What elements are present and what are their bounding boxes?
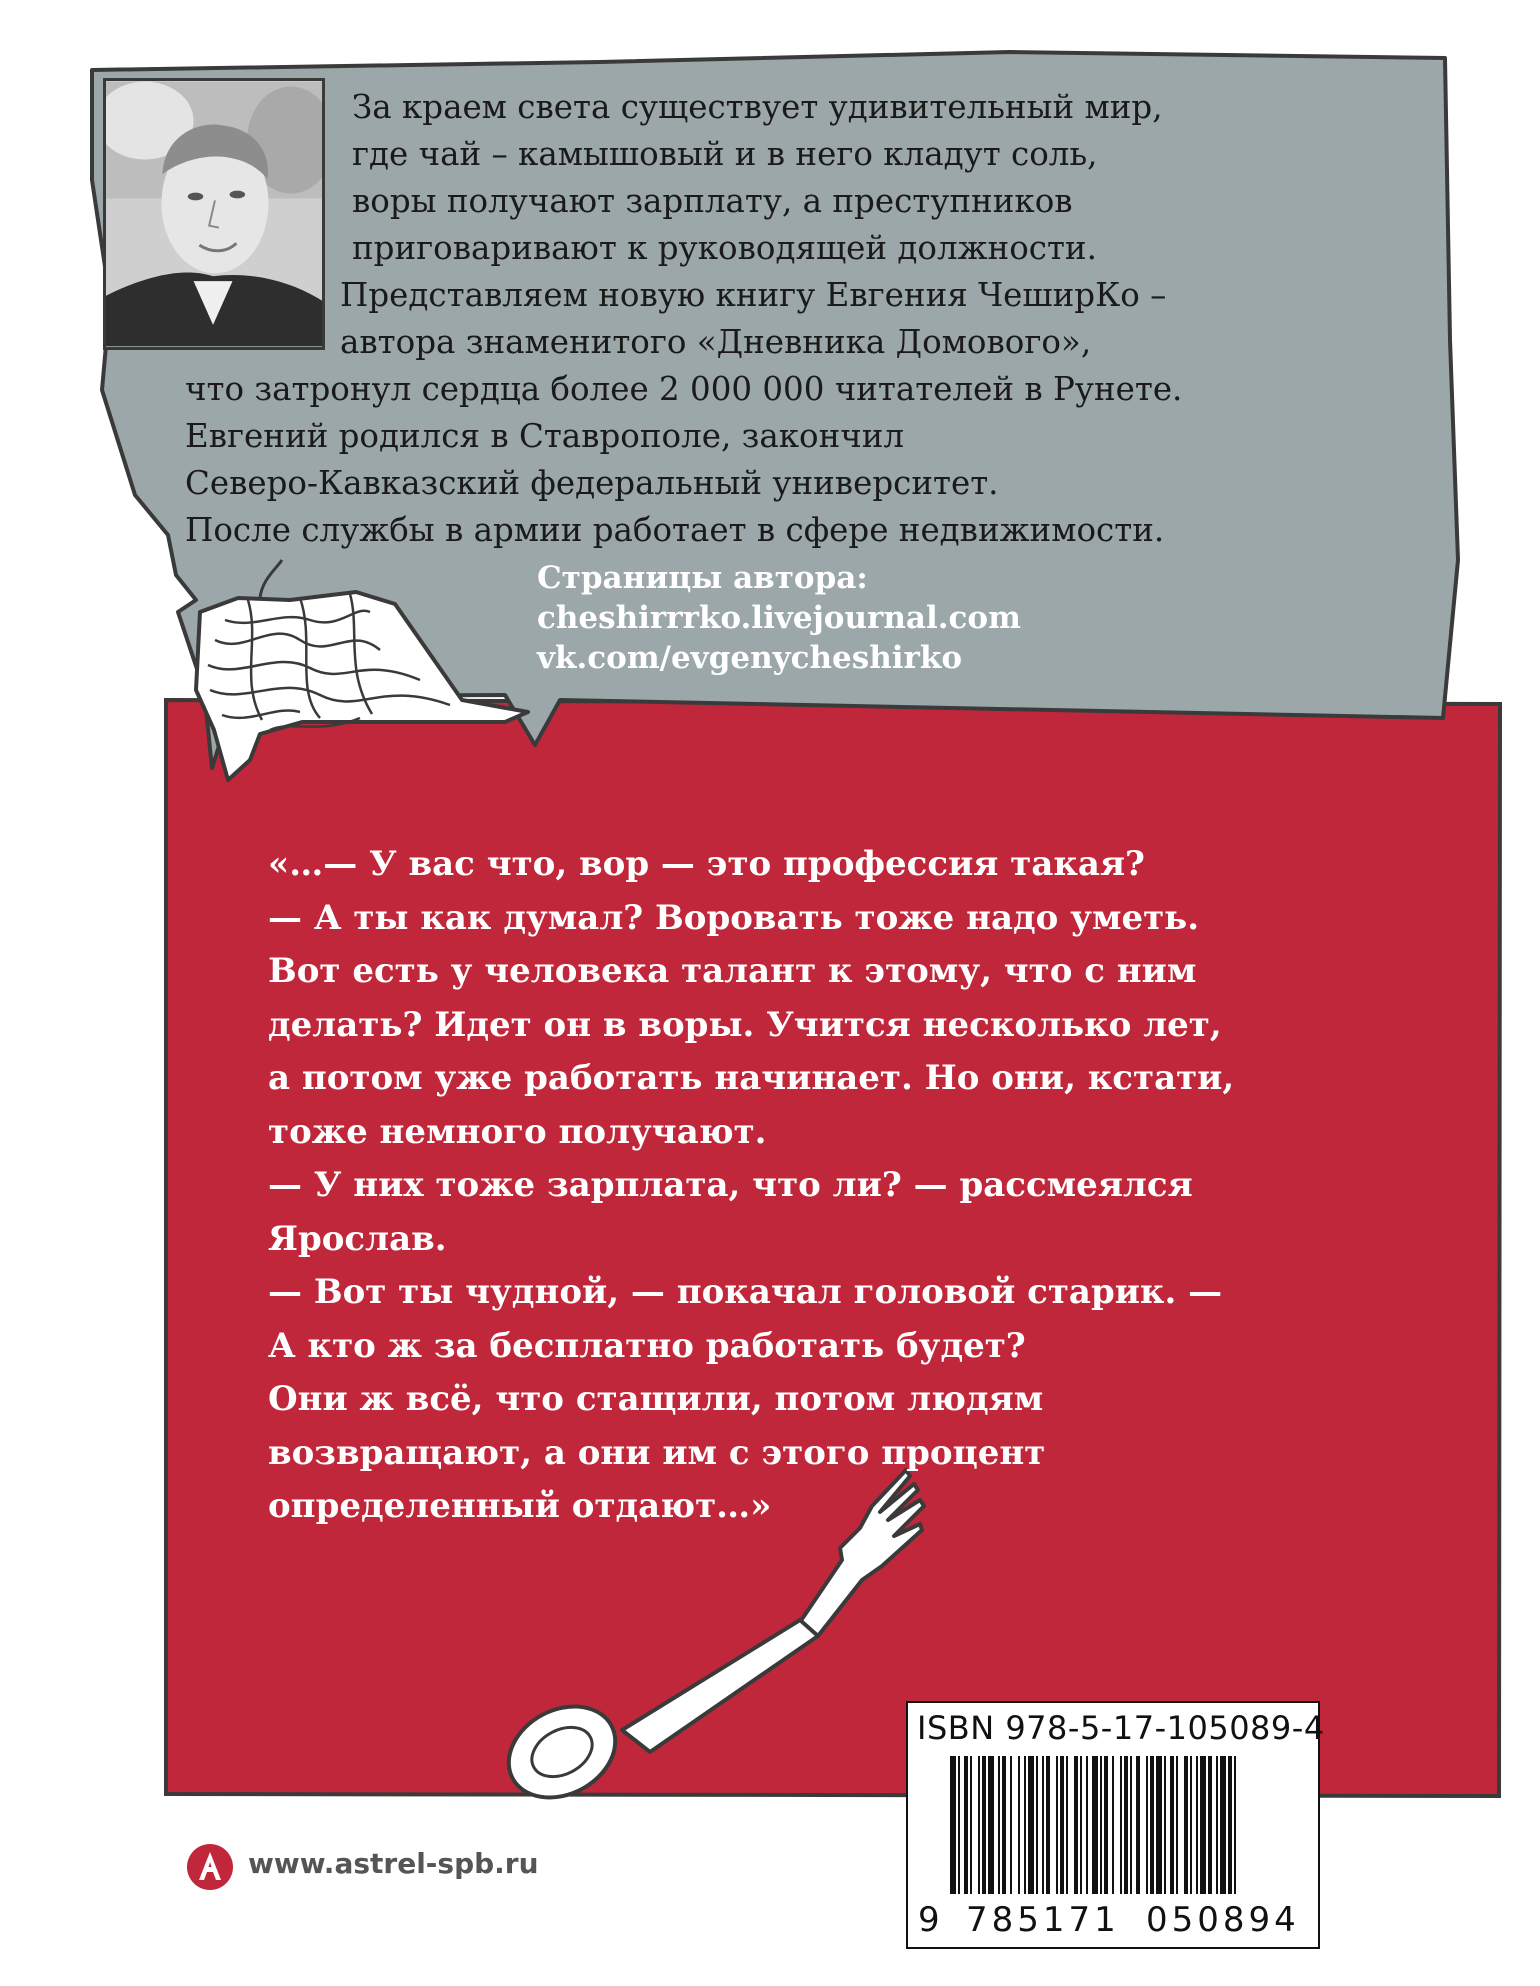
bio-line: приговаривают к руководящей должности. [352,229,1097,267]
excerpt-line: Ярослав. [268,1218,447,1259]
excerpt-line: а потом уже работать начинает. Но они, кстати, [268,1058,1235,1098]
barcode-bar [1028,1756,1034,1894]
vk-link[interactable]: vk.com/evgenycheshirko [537,640,963,676]
bio-line: автора знаменитого «Дневника Домового», [340,323,1092,361]
barcode-bar [958,1756,960,1894]
barcode-digit-group-left: 785171 [966,1900,1120,1940]
bio-line: воры получают зарплату, а преступников [352,182,1073,220]
excerpt-line: — Вот ты чудной, — покачал головой старик. — [268,1272,1223,1312]
author-links [537,558,1021,678]
bio-line: После службы в армии работает в сфере недвижимости. [185,511,1165,549]
barcode-bar [1196,1756,1198,1894]
barcode-digit-prefix: 9 [918,1900,940,1940]
barcode-bar [1056,1756,1058,1894]
barcode-bar [964,1756,968,1894]
barcode-bar [950,1756,956,1894]
barcode-bar [1100,1756,1102,1894]
barcode-bar [1080,1756,1082,1894]
barcode-bar [1104,1756,1108,1894]
barcode-bar [1112,1756,1114,1894]
barcode-bar [1024,1756,1026,1894]
barcode-bar [1066,1756,1068,1894]
barcode [908,1748,1318,1894]
bio-line: Представляем новую книгу Евгения ЧеширКо – [340,276,1167,314]
barcode-bar [1170,1756,1174,1894]
barcode-bar [1146,1756,1148,1894]
barcode-bar [1120,1756,1122,1894]
publisher-logo-icon [185,1842,235,1892]
barcode-bar [1046,1756,1050,1894]
barcode-bar [1200,1756,1206,1894]
barcode-bar [1216,1756,1218,1894]
barcode-bar [970,1756,972,1894]
barcode-bar [1150,1756,1154,1894]
barcode-bar [1010,1756,1012,1894]
excerpt-line: определенный отдают…» [268,1486,772,1526]
barcode-bar [1002,1756,1006,1894]
excerpt-line: Вот есть у человека талант к этому, что с ним [268,951,1197,991]
excerpt-line: — А ты как думал? Воровать тоже надо уметь. [268,897,1200,938]
excerpt-line: А кто ж за бесплатно работать будет? [268,1325,1026,1366]
bio-line: Северо-Кавказский федеральный университет. [185,464,999,502]
barcode-digit-group-right: 050894 [1146,1900,1300,1940]
barcode-bar [1060,1756,1064,1894]
barcode-bar [1176,1756,1178,1894]
barcode-bar [998,1756,1000,1894]
excerpt-line: делать? Идет он в воры. Учится несколько лет, [268,1004,1222,1045]
bio-line: что затронул сердца более 2 000 000 читателей в Рунете. [185,370,1183,408]
barcode-bar [1092,1756,1098,1894]
barcode-bar [1234,1756,1236,1894]
bio-line: где чай – камышовый и в него кладут соль, [352,135,1098,173]
bio-line: Евгений родился в Ставрополе, закончил [185,417,905,455]
publisher-website[interactable]: www.astrel-spb.ru [248,1847,539,1880]
livejournal-link[interactable]: cheshirrrko.livejournal.com [537,600,1021,636]
barcode-bar [988,1756,994,1894]
barcode-bar [1018,1756,1020,1894]
barcode-bar [1074,1756,1078,1894]
barcode-bar [1228,1756,1232,1894]
author-links-heading: Страницы автора: [537,560,868,596]
barcode-bar [1042,1756,1044,1894]
barcode-bar [978,1756,980,1894]
barcode-bar [1208,1756,1212,1894]
excerpt-line: Они ж всё, что стащили, потом людям [268,1379,1044,1419]
barcode-bar [1184,1756,1188,1894]
barcode-digits [908,1900,1318,1942]
barcode-bar [982,1756,986,1894]
excerpt-line: — У них тоже зарплата, что ли? — рассмеялся [268,1165,1193,1205]
author-photo [103,78,325,350]
barcode-bar [1156,1756,1162,1894]
barcode-bar [1086,1756,1088,1894]
excerpt-line: тоже немного получают. [268,1111,767,1152]
barcode-bar [1190,1756,1192,1894]
barcode-bar [1164,1756,1166,1894]
barcode-bar [1036,1756,1038,1894]
barcode-bar [1220,1756,1226,1894]
excerpt-line: «…— У вас что, вор — это профессия такая? [268,844,1145,884]
barcode-bar [1130,1756,1132,1894]
excerpt-line: возвращают, а они им с этого процент [268,1432,1046,1473]
barcode-bar [1124,1756,1128,1894]
bio-line: За краем света существует удивительный мир, [352,88,1163,126]
book-excerpt [268,838,1234,1534]
barcode-bar [1136,1756,1140,1894]
isbn-number: ISBN 978-5-17-105089-4 [917,1709,1325,1747]
